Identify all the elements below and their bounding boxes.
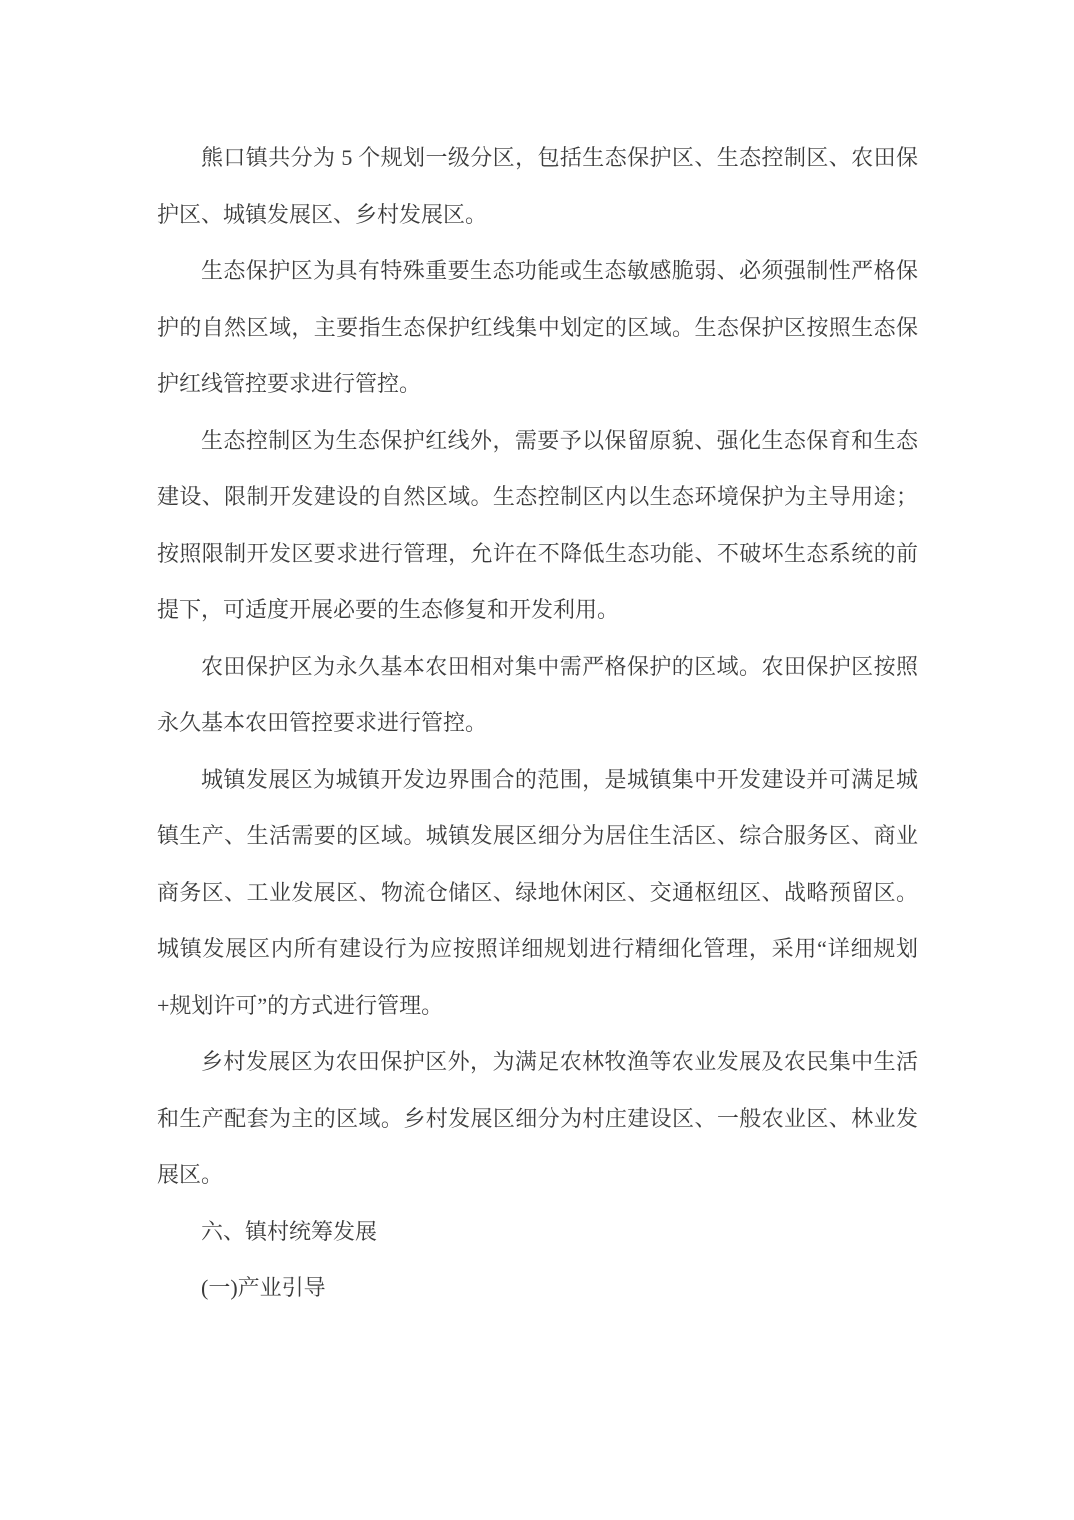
subsection-heading-industry-guidance: (一)产业引导 [201,1275,326,1300]
section-heading-town-village-development: 六、镇村统筹发展 [201,1218,378,1244]
body-paragraph-rural-development-zone: 乡村发展区为农田保护区外，为满足农林牧渔等农业发展及农民集中生活和生产配套为主的区域。乡村发展区细分为村庄建设区、一般农业区、林业发展区。 [157,1049,918,1187]
body-paragraph-ecological-protection-zone: 生态保护区为具有特殊重要生态功能或生态敏感脆弱、必须强制性严格保护的自然区域，主要指生态保护红线集中划定的区域。生态保护区按照生态保护红线管控要求进行管控。 [157,258,918,396]
body-paragraph-urban-development-zone: 城镇发展区为城镇开发边界围合的范围，是城镇集中开发建设并可满足城镇生产、生活需要的区域。城镇发展区细分为居住生活区、综合服务区、商业商务区、工业发展区、物流仓储区、绿地休闲区、交通枢纽区、战略预留区。城镇发展区内所有建设行为应按照详细规划进行精细化管理，采用“详细规划+规划许可”的方式进行管理。 [157,766,918,1018]
body-paragraph-ecological-control-zone: 生态控制区为生态保护红线外，需要予以保留原貌、强化生态保育和生态建设、限制开发建设的自然区域。生态控制区内以生态环境保护为主导用途；按照限制开发区要求进行管理，允许在不降低生态功能、不破坏生态系统的前提下，可适度开展必要的生态修复和开发利用。 [157,427,918,622]
body-paragraph-farmland-protection-zone: 农田保护区为永久基本农田相对集中需严格保护的区域。农田保护区按照永久基本农田管控要求进行管控。 [157,653,918,735]
body-paragraph-zoning-overview: 熊口镇共分为 5 个规划一级分区，包括生态保护区、生态控制区、农田保护区、城镇发展区、乡村发展区。 [157,145,918,227]
